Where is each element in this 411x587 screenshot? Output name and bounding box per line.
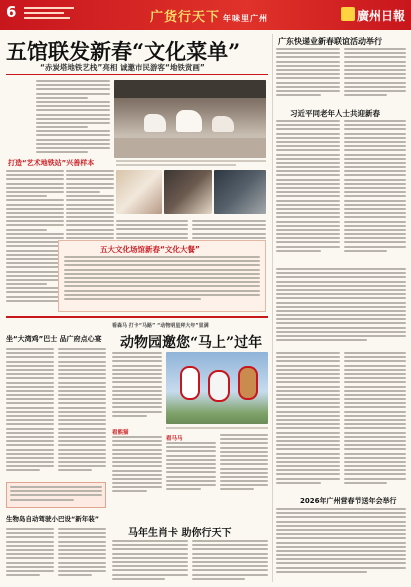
right-mid-text-col2 [344, 120, 406, 260]
info-box-text [64, 256, 260, 308]
left-bottom-headline: 生物岛自动驾驶小巴设“新年装” [6, 515, 100, 523]
panda-mascot-photo [166, 352, 268, 424]
lead-rule [6, 74, 268, 75]
left-story-subhead: 打造“艺术地铁站”兴善样本 [8, 159, 95, 167]
exhibit-photo-1 [116, 170, 162, 214]
left-story-text [6, 170, 64, 308]
exhibit-photo-3 [214, 170, 266, 214]
center-lower-text [112, 352, 162, 422]
center-lower-headline: 动物园邀您“马上”过年 [120, 335, 263, 351]
left-lower-text [6, 348, 54, 480]
left-bottom-text-col2 [58, 528, 106, 582]
center-bottom-text-col2 [192, 540, 268, 582]
center-lower-subhead-2: 看马马 [166, 436, 183, 442]
center-lower-text-2 [112, 436, 162, 496]
center-lower-subhead-1: 看熊猫 [112, 430, 129, 436]
right-mid-text-lower [276, 268, 406, 348]
lead-headline: 五馆联发新春“文化菜单” [6, 39, 241, 64]
page-number: 6 [6, 3, 17, 21]
panda-photo-caption [166, 427, 268, 429]
left-lower-headline: 坐“大湾鸡”巴士 品广府点心宴 [6, 335, 102, 343]
section-rule [6, 316, 268, 318]
right-top-text [276, 48, 340, 102]
lead-intro-text [36, 80, 110, 158]
masthead-meta-lines [24, 5, 74, 19]
right-mid-headline: 习近平同老年人士共迎新春 [290, 109, 380, 118]
left-lower-text-col2 [58, 348, 106, 480]
center-lower-text-3 [166, 442, 216, 496]
center-bottom-text [112, 540, 188, 582]
newspaper-logo: 廣州日報 [356, 9, 405, 23]
masthead [0, 0, 411, 30]
lead-photo [114, 80, 266, 158]
right-lower-text [276, 352, 340, 492]
center-lower-text-4 [220, 434, 268, 496]
section-title [150, 6, 268, 25]
lead-subhead: “赤炭塔地铁艺栈”亮相 诚邀市民游客“地铁赏画” [40, 63, 205, 72]
left-bottom-text [6, 528, 54, 582]
section-title-sub: 年味里广州 [223, 14, 269, 23]
center-lower-kicker: 看森马 打卡“马路” “动物明星拜大年”显满 [112, 323, 209, 329]
center-bottom-headline: 马年生肖卡 助你行天下 [128, 528, 232, 539]
column-divider [272, 34, 273, 582]
newspaper-seal-icon [341, 7, 355, 21]
section-title-main: 广货行天下 [150, 10, 221, 25]
right-mid-text [276, 120, 340, 260]
right-bottom-text [276, 508, 406, 582]
info-box-title: 五大文化场馆新春“文化大餐” [100, 245, 200, 254]
lead-photo-caption-lines [116, 160, 266, 162]
right-top-text-col2 [344, 48, 406, 102]
right-bottom-headline: 2026年广州营春节送年会举行 [300, 497, 397, 505]
right-lower-text-col2 [344, 352, 406, 492]
left-info-box-text [10, 486, 102, 506]
right-top-headline: 广东快递业新春联谊活动举行 [278, 37, 382, 46]
lead-photo-caption-lines-2 [116, 164, 236, 166]
exhibit-photo-2 [164, 170, 212, 214]
